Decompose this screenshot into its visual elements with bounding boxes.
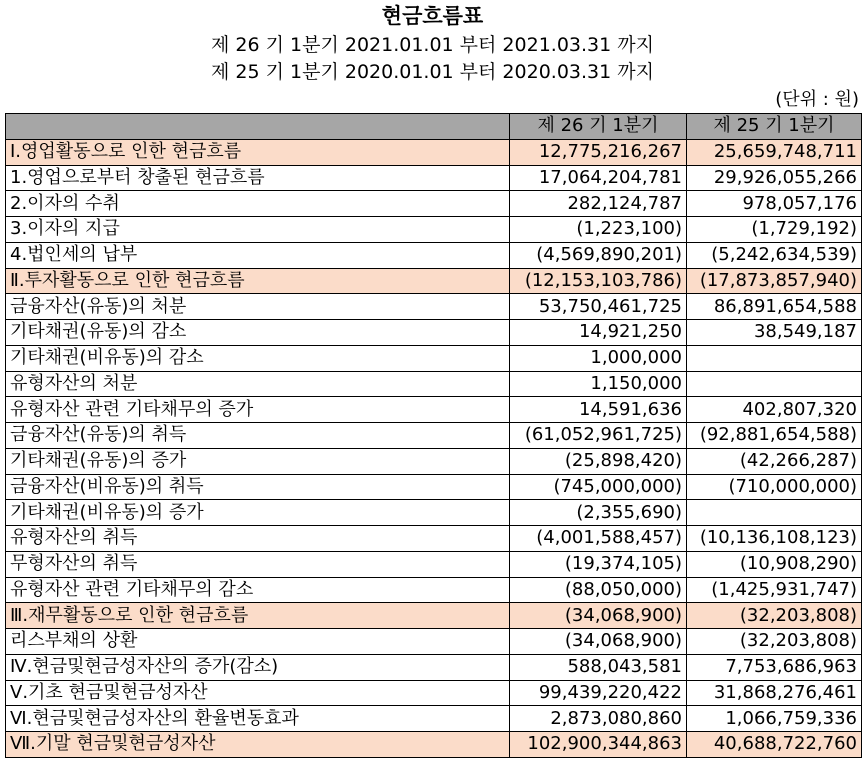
table-row-section xyxy=(6,268,862,294)
row-prior: 402,807,320 xyxy=(687,397,862,423)
row-label: 2.이자의 수취 xyxy=(6,191,510,217)
table-row xyxy=(6,217,862,243)
row-label: Ⅱ.투자활동으로 인한 현금흐름 xyxy=(6,268,510,294)
row-label: Ⅳ.현금및현금성자산의 증가(감소) xyxy=(6,654,510,680)
row-prior: 38,549,187 xyxy=(687,320,862,346)
row-label: Ⅰ.영업활동으로 인한 현금흐름 xyxy=(6,139,510,165)
row-current: (12,153,103,786) xyxy=(510,268,687,294)
row-prior: (17,873,857,940) xyxy=(687,268,862,294)
table-row xyxy=(6,577,862,603)
row-current: (4,569,890,201) xyxy=(510,242,687,268)
row-prior: 86,891,654,588 xyxy=(687,294,862,320)
row-label: 기타채권(유동)의 감소 xyxy=(6,320,510,346)
row-label: 3.이자의 지급 xyxy=(6,217,510,243)
row-prior xyxy=(687,371,862,397)
table-row xyxy=(6,551,862,577)
row-prior: (1,425,931,747) xyxy=(687,577,862,603)
row-current: 588,043,581 xyxy=(510,654,687,680)
row-prior: (32,203,808) xyxy=(687,603,862,629)
row-label: 금융자산(유동)의 처분 xyxy=(6,294,510,320)
row-label: Ⅴ.기초 현금및현금성자산 xyxy=(6,680,510,706)
table-row-section xyxy=(6,603,862,629)
row-current: (25,898,420) xyxy=(510,448,687,474)
row-label: 리스부채의 상환 xyxy=(6,629,510,655)
row-current: 102,900,344,863 xyxy=(510,732,687,758)
table-row xyxy=(6,294,862,320)
table-row-section xyxy=(6,139,862,165)
row-current: 14,921,250 xyxy=(510,320,687,346)
table-row xyxy=(6,371,862,397)
row-current: 99,439,220,422 xyxy=(510,680,687,706)
row-prior: (5,242,634,539) xyxy=(687,242,862,268)
row-current: (4,001,588,457) xyxy=(510,526,687,552)
row-prior: (710,000,000) xyxy=(687,474,862,500)
row-current: 2,873,080,860 xyxy=(510,706,687,732)
period-current: 제 26 기 1분기 2021.01.01 부터 2021.03.31 까지 xyxy=(211,34,654,56)
row-prior: 40,688,722,760 xyxy=(687,732,862,758)
header-prior-period: 제 25 기 1분기 xyxy=(687,114,862,140)
row-label: Ⅲ.재무활동으로 인한 현금흐름 xyxy=(6,603,510,629)
row-prior xyxy=(687,345,862,371)
row-label: Ⅶ.기말 현금및현금성자산 xyxy=(6,732,510,758)
table-row xyxy=(6,629,862,655)
row-label: 유형자산의 취득 xyxy=(6,526,510,552)
row-prior: (32,203,808) xyxy=(687,629,862,655)
row-label: 1.영업으로부터 창출된 현금흐름 xyxy=(6,165,510,191)
row-label: 금융자산(유동)의 취득 xyxy=(6,423,510,449)
row-label: 유형자산 관련 기타채무의 감소 xyxy=(6,577,510,603)
row-current: (34,068,900) xyxy=(510,603,687,629)
row-prior: (42,266,287) xyxy=(687,448,862,474)
row-prior: (92,881,654,588) xyxy=(687,423,862,449)
row-prior: 7,753,686,963 xyxy=(687,654,862,680)
row-prior: (1,729,192) xyxy=(687,217,862,243)
table-header-row xyxy=(6,114,862,140)
row-prior: (10,908,290) xyxy=(687,551,862,577)
table-row-section xyxy=(6,732,862,758)
row-current: 282,124,787 xyxy=(510,191,687,217)
row-prior: 1,066,759,336 xyxy=(687,706,862,732)
table-row xyxy=(6,500,862,526)
cash-flow-table xyxy=(5,113,862,758)
row-current: 12,775,216,267 xyxy=(510,139,687,165)
row-label: 유형자산의 처분 xyxy=(6,371,510,397)
table-row xyxy=(6,191,862,217)
table-row xyxy=(6,448,862,474)
row-prior: (10,136,108,123) xyxy=(687,526,862,552)
row-current: 17,064,204,781 xyxy=(510,165,687,191)
table-row xyxy=(6,397,862,423)
header-current-period: 제 26 기 1분기 xyxy=(510,114,687,140)
table-row xyxy=(6,474,862,500)
row-label: 금융자산(비유동)의 취득 xyxy=(6,474,510,500)
row-prior: 29,926,055,266 xyxy=(687,165,862,191)
statement-title: 현금흐름표 xyxy=(381,4,484,28)
row-current: 1,000,000 xyxy=(510,345,687,371)
row-current: (2,355,690) xyxy=(510,500,687,526)
row-current: (88,050,000) xyxy=(510,577,687,603)
row-prior: 25,659,748,711 xyxy=(687,139,862,165)
row-prior: 978,057,176 xyxy=(687,191,862,217)
table-row xyxy=(6,242,862,268)
row-label: Ⅵ.현금및현금성자산의 환율변동효과 xyxy=(6,706,510,732)
period-prior: 제 25 기 1분기 2020.01.01 부터 2020.03.31 까지 xyxy=(211,61,654,83)
row-label: 기타채권(비유동)의 증가 xyxy=(6,500,510,526)
table-row xyxy=(6,320,862,346)
table-row xyxy=(6,165,862,191)
unit-label: (단위 : 원) xyxy=(775,89,859,110)
row-label: 기타채권(비유동)의 감소 xyxy=(6,345,510,371)
table-row xyxy=(6,526,862,552)
table-row xyxy=(6,654,862,680)
table-row xyxy=(6,423,862,449)
table-row xyxy=(6,706,862,732)
table-row xyxy=(6,345,862,371)
row-current: (34,068,900) xyxy=(510,629,687,655)
row-current: (1,223,100) xyxy=(510,217,687,243)
row-label: 무형자산의 취득 xyxy=(6,551,510,577)
row-current: 14,591,636 xyxy=(510,397,687,423)
row-current: 1,150,000 xyxy=(510,371,687,397)
row-label: 유형자산 관련 기타채무의 증가 xyxy=(6,397,510,423)
row-current: (745,000,000) xyxy=(510,474,687,500)
row-current: (61,052,961,725) xyxy=(510,423,687,449)
row-current: 53,750,461,725 xyxy=(510,294,687,320)
row-prior xyxy=(687,500,862,526)
row-label: 기타채권(유동)의 증가 xyxy=(6,448,510,474)
row-prior: 31,868,276,461 xyxy=(687,680,862,706)
row-label: 4.법인세의 납부 xyxy=(6,242,510,268)
row-current: (19,374,105) xyxy=(510,551,687,577)
header-label-cell xyxy=(6,114,510,140)
table-row xyxy=(6,680,862,706)
